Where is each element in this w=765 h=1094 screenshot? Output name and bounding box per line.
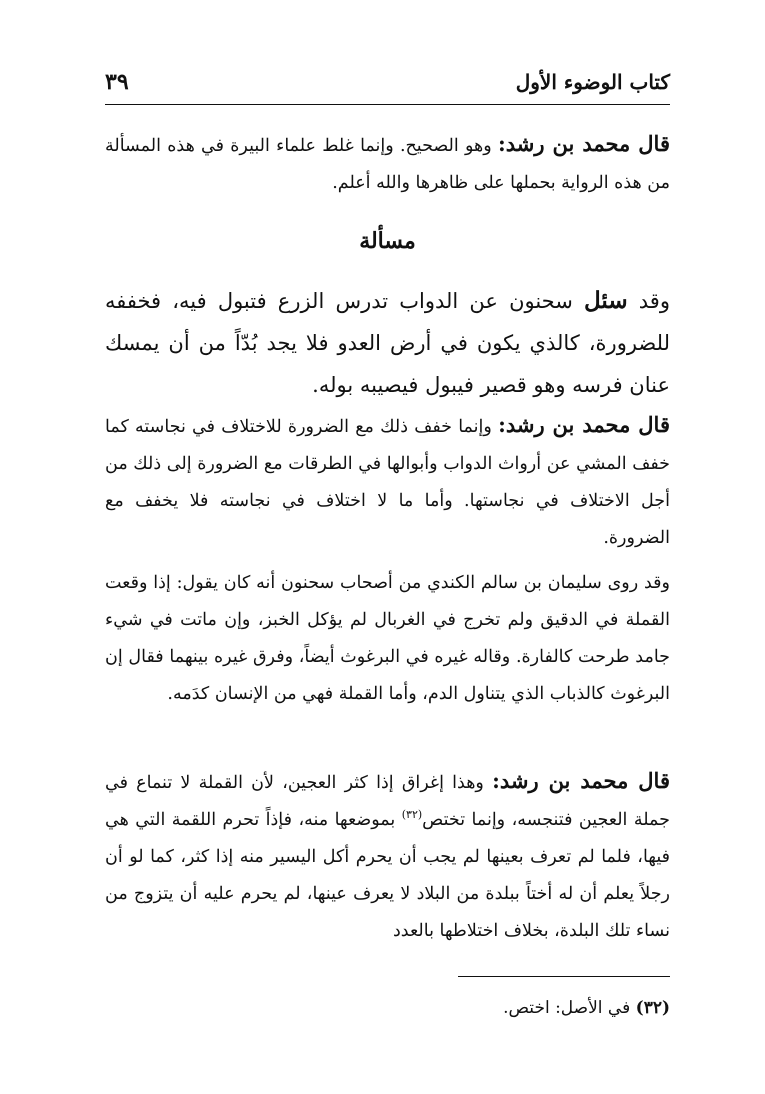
page-number: ٣٩ (105, 69, 129, 95)
paragraph-4 (105, 565, 670, 713)
footnote-divider (458, 976, 670, 977)
paragraph-text-continued: بموضعها منه، فإذاً تحرم اللقمة التي هي فيها، فلما لم تعرف بعينها لم يجب أن يحرم أكل اليسير منه إذا كثر، كما لو أن رجلاً يعلم أن له أختاً ببلدة من البلاد لا يعرف عينها، لم يحرم عليه أن يتزوج من نساء تلك البلدة، بخلاف اختلاطها بالعدد (105, 810, 670, 941)
section-title: مسألة (359, 228, 416, 254)
footnote-text: في الأصل: اختص. (503, 998, 636, 1018)
paragraph-1 (105, 125, 670, 202)
paragraph-prefix: وقد (627, 289, 670, 313)
footnote (105, 994, 670, 1022)
paragraph-text: وإنما خفف ذلك مع الضرورة للاختلاف في نجاسته كما خفف المشي عن أرواث الدواب وأبوالها في الطرقات مع الضرورة إلى ذلك من أجل الاختلاف في نجاستها. وأما ما لا اختلاف في نجاسته فلا يخفف مع الضرورة. (105, 417, 670, 548)
paragraph-text: سحنون عن الدواب تدرس الزرع فتبول فيه، فخففه للضرورة، كالذي يكون في أرض العدو فلا يجد بُدّاً من أن يمسك عنان فرسه وهو قصير فيبول فيصيبه بوله. (105, 289, 670, 397)
emphasis-word: سئل (583, 287, 628, 314)
paragraph-3 (105, 406, 670, 557)
paragraph-text: وهذا إغراق إذا كثر العجين، لأن القملة لا تنماع في جملة العجين فتنجسه، وإنما تختص (105, 773, 670, 830)
footnote-number: (٣٢) (635, 998, 670, 1018)
page-header (105, 62, 670, 102)
paragraph-text: وقد روى سليمان بن سالم الكندي من أصحاب سحنون أنه كان يقول: إذا وقعت القملة في الدقيق ولم تخرج في الغربال لم يؤكل الخبز، وإن ماتت في شيء جامد طرحت كالفارة. وقاله غيره في البرغوث أيضاً، وفرق غيره بينهما فقال إن البرغوث كالذباب الذي يتناول الدم، وأما القملة فهي من الإنسان كدَمه. (105, 573, 670, 704)
speaker-label: قال محمد بن رشد: (498, 412, 670, 437)
paragraph-text: وهو الصحيح. وإنما غلط علماء البيرة في هذه المسألة من هذه الرواية بحملها على ظاهرها والله أعلم. (105, 136, 670, 193)
footnote-reference[interactable]: (٣٢) (401, 808, 423, 822)
paragraph-5 (105, 762, 670, 950)
speaker-label: قال محمد بن رشد: (497, 131, 670, 156)
header-divider (105, 104, 670, 105)
paragraph-2 (105, 280, 670, 406)
speaker-label: قال محمد بن رشد: (492, 768, 670, 793)
running-title: كتاب الوضوء الأول (515, 70, 670, 94)
